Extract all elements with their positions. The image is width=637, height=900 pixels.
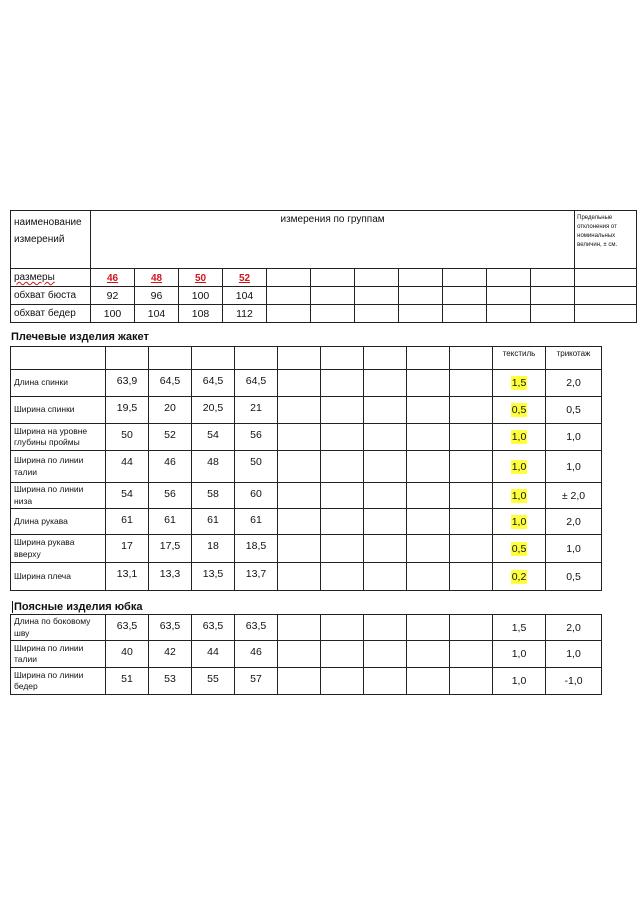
textile-tolerance-cell: 1,0 (493, 483, 546, 509)
knit-tolerance-cell: 2,0 (546, 370, 602, 397)
knit-tolerance-cell: 0,5 (546, 397, 602, 424)
value-cell: 100 (91, 305, 135, 323)
value-cell: 63,5 (235, 615, 278, 641)
value-cell: 50 (235, 451, 278, 483)
textile-tolerance-cell: 0,5 (493, 535, 546, 563)
textile-tolerance-cell: 0,2 (493, 563, 546, 591)
value-cell: 18 (192, 535, 235, 563)
value-cell: 18,5 (235, 535, 278, 563)
value-cell: 42 (149, 641, 192, 668)
value-cell: 55 (192, 668, 235, 695)
value-cell: 13,3 (149, 563, 192, 591)
value-cell: 63,5 (149, 615, 192, 641)
table-row (11, 287, 637, 305)
value-cell: 64,5 (192, 370, 235, 397)
table-row (11, 397, 602, 424)
tolerance-header: Предельные отклонения от номинальных величин, ± см. (575, 211, 637, 269)
table-row (11, 483, 602, 509)
table-row (11, 535, 602, 563)
value-cell: 61 (149, 509, 192, 535)
value-cell: 112 (223, 305, 267, 323)
row-label: обхват бюста (11, 287, 91, 305)
size-cell: 46 (91, 269, 135, 287)
table-row (11, 509, 602, 535)
table-row (11, 370, 602, 397)
value-cell: 17,5 (149, 535, 192, 563)
row-label: Длина рукава (11, 509, 106, 535)
row-label: обхват бедер (11, 305, 91, 323)
value-cell: 108 (179, 305, 223, 323)
knit-tolerance-cell: 0,5 (546, 563, 602, 591)
size-cell: 48 (135, 269, 179, 287)
value-cell: 54 (106, 483, 149, 509)
knit-tolerance-cell: -1,0 (546, 668, 602, 695)
row-label: Ширина на уровне глубины проймы (11, 424, 106, 451)
measurements-table (10, 210, 637, 323)
value-cell: 56 (235, 424, 278, 451)
value-cell: 52 (149, 424, 192, 451)
groups-header: измерения по группам (91, 211, 575, 269)
value-cell: 46 (149, 451, 192, 483)
textile-tolerance-cell: 1,0 (493, 668, 546, 695)
knit-tolerance-cell: ± 2,0 (546, 483, 602, 509)
value-cell: 96 (135, 287, 179, 305)
row-label: Длина по боковому шву (11, 615, 106, 641)
table-row (11, 615, 602, 641)
value-cell: 57 (235, 668, 278, 695)
value-cell: 48 (192, 451, 235, 483)
textile-tolerance-cell: 1,0 (493, 509, 546, 535)
value-cell: 92 (91, 287, 135, 305)
knit-tolerance-cell: 1,0 (546, 535, 602, 563)
sizes-label: размеры (11, 269, 91, 287)
value-cell: 44 (106, 451, 149, 483)
row-label: Ширина спинки (11, 397, 106, 424)
value-cell: 64,5 (235, 370, 278, 397)
value-cell: 104 (135, 305, 179, 323)
jacket-section-title: Плечевые изделия жакет (11, 331, 149, 343)
table-row (11, 424, 602, 451)
table-row (11, 563, 602, 591)
row-label: Ширина по линии талии (11, 451, 106, 483)
row-label: Ширина по линии бедер (11, 668, 106, 695)
value-cell: 61 (106, 509, 149, 535)
table-row (11, 451, 602, 483)
value-cell: 63,9 (106, 370, 149, 397)
skirt-section-title: Поясные изделия юбка (14, 601, 143, 613)
value-cell: 50 (106, 424, 149, 451)
value-cell: 58 (192, 483, 235, 509)
col-knit-header: трикотаж (546, 347, 602, 370)
value-cell: 17 (106, 535, 149, 563)
table-row (11, 641, 602, 668)
textile-tolerance-cell: 1,5 (493, 615, 546, 641)
knit-tolerance-cell: 1,0 (546, 451, 602, 483)
row-label: Ширина плеча (11, 563, 106, 591)
textile-tolerance-cell: 1,0 (493, 451, 546, 483)
value-cell: 104 (223, 287, 267, 305)
knit-tolerance-cell: 1,0 (546, 641, 602, 668)
knit-tolerance-cell: 1,0 (546, 424, 602, 451)
knit-tolerance-cell: 2,0 (546, 615, 602, 641)
size-cell: 52 (223, 269, 267, 287)
value-cell: 100 (179, 287, 223, 305)
value-cell: 64,5 (149, 370, 192, 397)
row-label: Длина спинки (11, 370, 106, 397)
size-cell: 50 (179, 269, 223, 287)
value-cell: 51 (106, 668, 149, 695)
textile-tolerance-cell: 1,0 (493, 424, 546, 451)
value-cell: 40 (106, 641, 149, 668)
value-cell: 53 (149, 668, 192, 695)
value-cell: 54 (192, 424, 235, 451)
sizes-row (11, 269, 637, 287)
row-label: Ширина рукава вверху (11, 535, 106, 563)
table-row (11, 305, 637, 323)
value-cell: 44 (192, 641, 235, 668)
jacket-header-row (11, 347, 602, 370)
value-cell: 21 (235, 397, 278, 424)
col-textile-header: текстиль (493, 347, 546, 370)
value-cell: 61 (235, 509, 278, 535)
textile-tolerance-cell: 0,5 (493, 397, 546, 424)
value-cell: 19,5 (106, 397, 149, 424)
value-cell: 60 (235, 483, 278, 509)
skirt-table (10, 614, 602, 695)
knit-tolerance-cell: 2,0 (546, 509, 602, 535)
value-cell: 63,5 (106, 615, 149, 641)
value-cell: 13,1 (106, 563, 149, 591)
value-cell: 20 (149, 397, 192, 424)
name-header: наименование измерений (11, 211, 91, 269)
value-cell: 63,5 (192, 615, 235, 641)
row-label: Ширина по линии талии (11, 641, 106, 668)
value-cell: 61 (192, 509, 235, 535)
table-row (11, 668, 602, 695)
value-cell: 13,7 (235, 563, 278, 591)
textile-tolerance-cell: 1,5 (493, 370, 546, 397)
value-cell: 13,5 (192, 563, 235, 591)
row-label: Ширина по линии низа (11, 483, 106, 509)
jacket-table (10, 346, 602, 591)
value-cell: 56 (149, 483, 192, 509)
value-cell: 20,5 (192, 397, 235, 424)
value-cell: 46 (235, 641, 278, 668)
textile-tolerance-cell: 1,0 (493, 641, 546, 668)
